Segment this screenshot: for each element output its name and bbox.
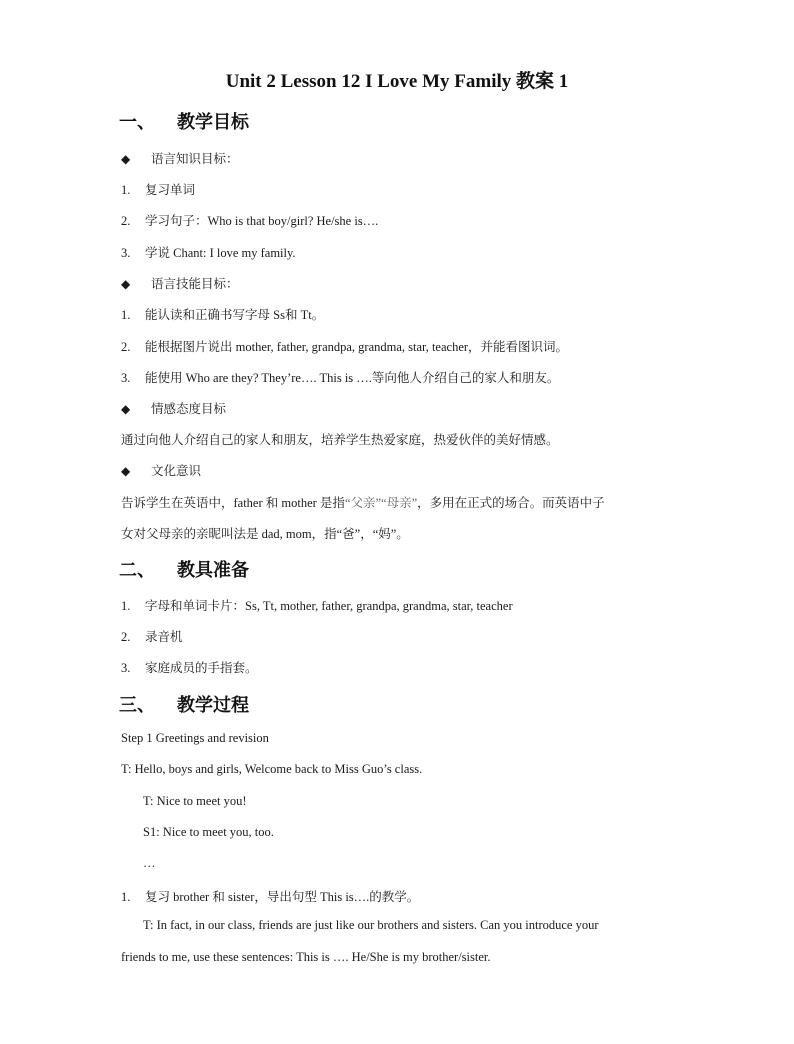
list-number: 3. [121, 661, 131, 675]
diamond-bullet-icon: ◆ [121, 402, 131, 416]
list-text: 能认读和正确书写字母 Ss和 Tt。 [145, 308, 325, 322]
diamond-bullet-icon: ◆ [121, 464, 131, 478]
list-text: 学说 Chant: I love my family. [145, 246, 296, 260]
bullet-label: 文化意识 [151, 464, 202, 478]
dialogue-ellipsis: … [143, 856, 156, 870]
section-title: 教具准备 [177, 560, 249, 580]
diamond-bullet-icon: ◆ [121, 277, 131, 291]
list-text: 复习单词 [145, 183, 196, 197]
list-number: 1. [121, 599, 131, 613]
list-item [121, 596, 513, 614]
list-item [121, 658, 258, 676]
paragraph-line: friends to me, use these sentences: This is …. He/She is my brother/sister. [121, 950, 491, 964]
list-number: 1. [121, 183, 131, 197]
list-number: 1. [121, 308, 131, 322]
list-text: 能根据图片说出 mother, father, grandpa, grandma, star, teacher，并能看图识词。 [145, 340, 569, 354]
list-text: 学习句子：Who is that boy/girl? He/she is…. [145, 214, 379, 228]
section-number: 一、 [119, 112, 155, 132]
bullet-culture [121, 461, 201, 479]
diamond-bullet-icon: ◆ [121, 152, 131, 166]
paragraph-line: T: In fact, in our class, friends are just like our brothers and sisters. Can you introduce your [143, 918, 599, 932]
section-number: 三、 [119, 695, 155, 715]
document-title: Unit 2 Lesson 12 I Love My Family 教案 1 [225, 71, 569, 92]
list-item [121, 368, 559, 386]
list-number: 2. [121, 340, 131, 354]
list-number: 3. [121, 371, 131, 385]
culture-quote: “父亲”“母亲” [344, 496, 418, 510]
bullet-language-skill [121, 274, 239, 292]
dialogue-line: T: Nice to meet you! [143, 794, 247, 808]
step-heading: Step 1 Greetings and revision [121, 731, 269, 745]
list-text: 复习 brother 和 sister，导出句型 This is….的教学。 [145, 890, 420, 904]
list-number: 2. [121, 630, 131, 644]
list-text: 录音机 [145, 630, 183, 644]
list-item [121, 243, 296, 261]
section-heading-teaching-goals [119, 108, 249, 134]
culture-paragraph-line [121, 493, 605, 511]
list-item [121, 887, 419, 905]
bullet-attitude [121, 399, 226, 417]
bullet-language-knowledge [121, 149, 239, 167]
list-number: 2. [121, 214, 131, 228]
list-number: 1. [121, 890, 131, 904]
list-text: 字母和单词卡片：Ss, Tt, mother, father, grandpa, grandma, star, teacher [145, 599, 513, 613]
bullet-label: 语言知识目标： [151, 152, 239, 166]
list-item [121, 180, 195, 198]
section-title: 教学过程 [177, 695, 249, 715]
section-title: 教学目标 [177, 112, 249, 132]
culture-text: ，多用在正式的场合。而英语中子 [417, 496, 605, 510]
section-heading-materials [119, 556, 249, 582]
attitude-paragraph: 通过向他人介绍自己的家人和朋友，培养学生热爱家庭，热爱伙伴的美好情感。 [121, 433, 559, 447]
bullet-label: 情感态度目标 [151, 402, 227, 416]
list-text: 能使用 Who are they? They’re…. This is ….等向他人介绍自己的家人和朋友。 [145, 371, 560, 385]
dialogue-line: T: Hello, boys and girls, Welcome back to Miss Guo’s class. [121, 762, 423, 776]
list-text: 家庭成员的手指套。 [145, 661, 258, 675]
bullet-label: 语言技能目标： [151, 277, 239, 291]
list-number: 3. [121, 246, 131, 260]
list-item [121, 305, 324, 323]
list-item [121, 337, 568, 355]
section-number: 二、 [119, 560, 155, 580]
section-heading-process [119, 691, 249, 717]
culture-paragraph-line: 女对父母亲的亲昵叫法是 dad, mom，指“爸”，“妈”。 [121, 527, 409, 541]
list-item [121, 211, 378, 229]
dialogue-line: S1: Nice to meet you, too. [143, 825, 274, 839]
culture-text: 告诉学生在英语中，father 和 mother 是指 [121, 496, 345, 510]
list-item [121, 627, 183, 645]
